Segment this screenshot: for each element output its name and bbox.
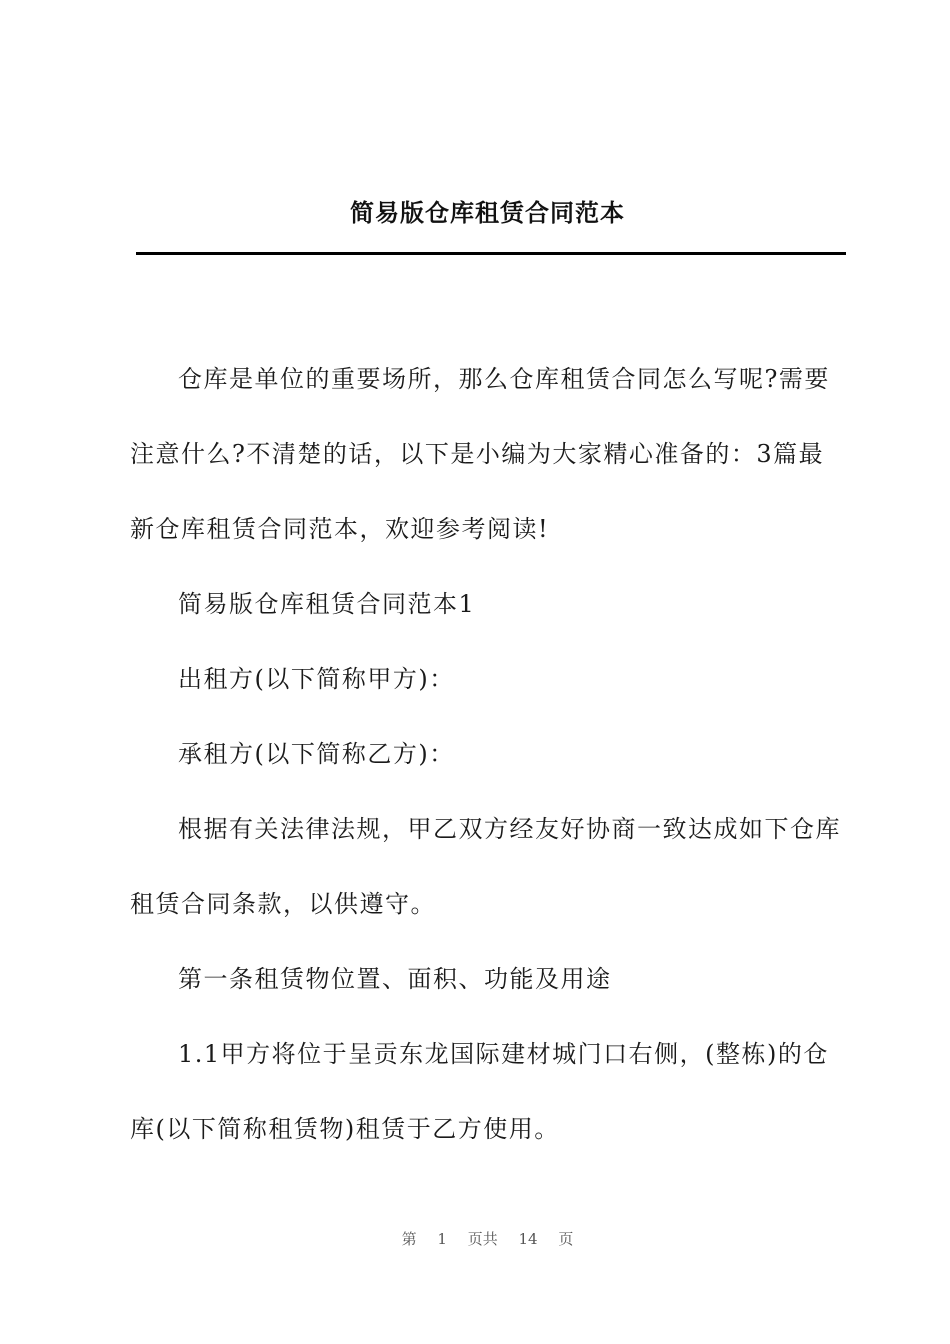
preamble-paragraph: 根据有关法律法规，甲乙双方经友好协商一致达成如下仓库租赁合同条款，以供遵守。 — [130, 815, 841, 918]
lessor-line: 出租方(以下简称甲方)： — [178, 665, 455, 693]
page-footer — [0, 1228, 950, 1250]
footer-total-pages: 14 — [518, 1230, 538, 1248]
document-body — [130, 342, 846, 1167]
footer-prefix: 第 — [401, 1230, 417, 1248]
intro-paragraph: 仓库是单位的重要场所，那么仓库租赁合同怎么写呢?需要注意什么?不清楚的话，以下是小编为大家精心准备的：3篇最新仓库租赁合同范本，欢迎参考阅读! — [130, 365, 830, 543]
footer-current-page: 1 — [437, 1230, 447, 1248]
lessee-line: 承租方(以下简称乙方)： — [178, 740, 455, 768]
document-title: 简易版仓库租赁合同范本 — [350, 199, 625, 227]
footer-suffix: 页 — [558, 1230, 574, 1248]
article-1-heading: 第一条租赁物位置、面积、功能及用途 — [178, 965, 612, 993]
title-divider — [136, 252, 846, 255]
footer-middle: 页共 — [467, 1230, 498, 1248]
clause-1-1: 1.1甲方将位于呈贡东龙国际建材城门口右侧，(整栋)的仓库(以下简称租赁物)租赁于乙方使用。 — [130, 1040, 829, 1143]
contract-heading: 简易版仓库租赁合同范本1 — [178, 590, 476, 618]
